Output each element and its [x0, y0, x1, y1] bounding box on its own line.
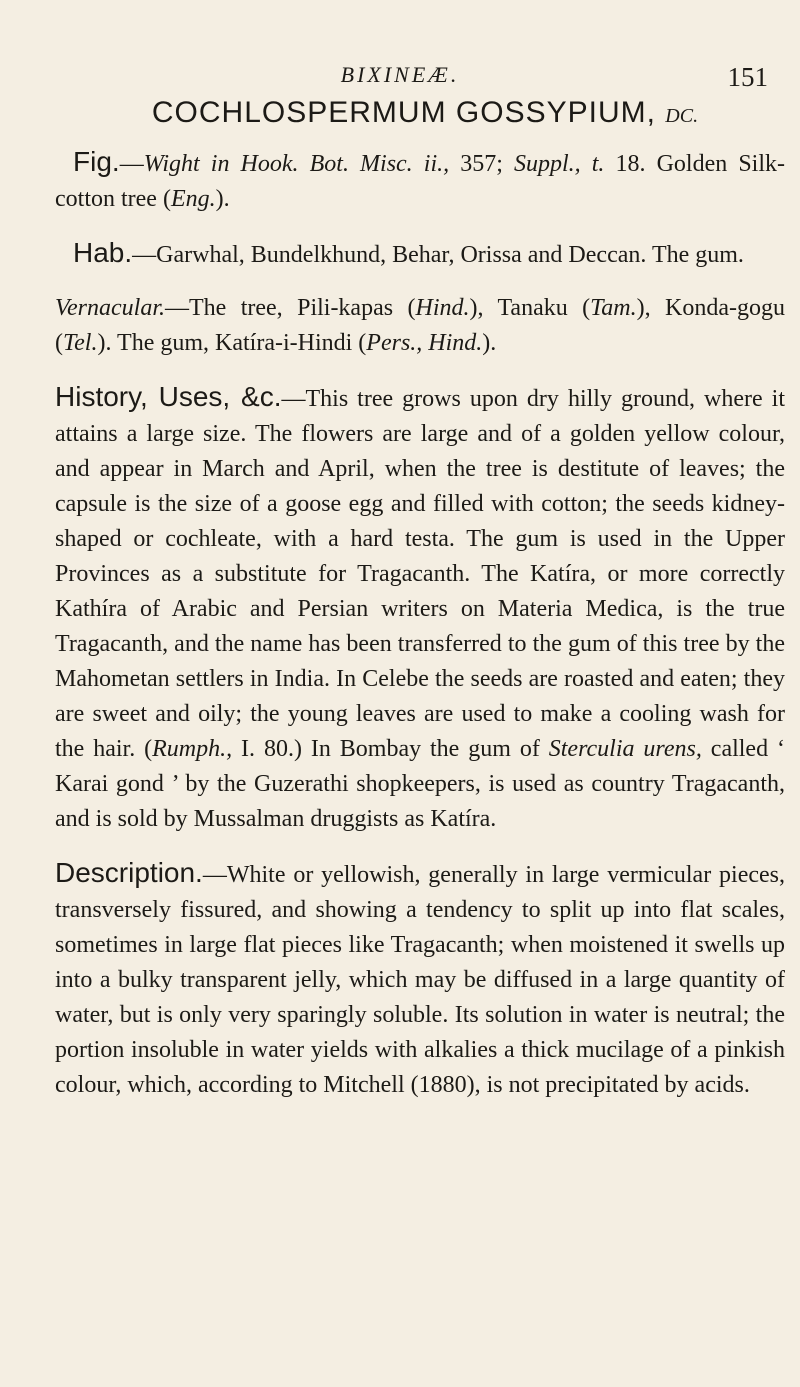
- vernacular-lang-2: Tam.: [590, 295, 637, 321]
- vernacular-text-4: ). The gum, Katíra-i-Hindi (: [97, 330, 367, 356]
- vernacular-lang-1: Hind.: [415, 295, 470, 321]
- fig-reference-wight: Wight in Hook. Bot. Misc. ii.,: [143, 151, 450, 177]
- running-head: [0, 62, 800, 92]
- page-number: 151: [727, 62, 768, 92]
- species-name: COCHLOSPERMUM GOSSYPIUM,: [151, 96, 656, 129]
- running-title: BIXINEÆ.: [340, 62, 460, 87]
- species-authority: DC.: [665, 105, 699, 127]
- vernacular-text-5: ).: [482, 330, 497, 356]
- history-text-1: —This tree grows upon dry hilly ground, where it attains a large size. The flowers are large and of a golden yellow colour, and appear in March and April, when the tree is destitute of leaves; the capsule is the size of a goose egg and filled with cotton; the seeds kidney-shaped or cochleate, with a hard testa. The gum is used in the Upper Provinces as a substitute for Tragacanth. The Katíra, or more correctly Kathíra of Arabic and Persian writers on Materia Medica, is the true Tragacanth, and the name has been transferred to the gum of this tree by the Mahometan settlers in India. In Celebe the seeds are roasted and eaten; they are sweet and oily; the young leaves are used to make a cooling wash for the hair. (: [55, 386, 786, 762]
- history-text-2: I. 80.) In Bombay the gum of: [232, 736, 549, 762]
- history-paragraph: [55, 379, 785, 837]
- history-label: History, Uses, &c.: [55, 381, 282, 412]
- fig-common-name: 18. Golden Silk-cotton tree (: [55, 151, 786, 212]
- vernacular-text-1: —The tree, Pili-kapas (: [165, 295, 416, 321]
- fig-reference-suppl: Suppl., t.: [513, 151, 605, 177]
- vernacular-paragraph: [55, 291, 785, 361]
- description-text: —White or yellowish, generally in large vermicular pieces, transversely fissured, and showing a tendency to split up into flat scales, sometimes in large flat pieces like Tragacanth; when moistened it swells up into a bulky transparent jelly, which may be diffused in a large quantity of water, but is only very sparingly soluble. Its solution in water is neutral; the portion insoluble in water yields with alkalies a thick mucilage of a pinkish colour, which, according to Mitchell (1880), is not precipitated by acids.: [55, 862, 785, 1098]
- description-paragraph: [55, 855, 785, 1103]
- hab-paragraph: [55, 235, 785, 273]
- description-label: Description.: [55, 857, 203, 888]
- vernacular-text-2: ), Tanaku (: [469, 295, 591, 321]
- hab-text: —Garwhal, Bundelkhund, Behar, Orissa and Deccan. The gum.: [132, 242, 744, 268]
- history-species: Sterculia urens,: [548, 736, 702, 762]
- history-reference: Rumph.,: [152, 736, 233, 762]
- vernacular-lang-4: Pers., Hind.: [366, 330, 483, 356]
- vernacular-text-3: ), Konda-gogu (: [55, 295, 785, 356]
- vernacular-label: Vernacular.: [55, 295, 165, 321]
- fig-language: Eng.: [170, 186, 216, 212]
- species-heading: [55, 96, 785, 130]
- page-body: [55, 96, 785, 1121]
- fig-paragraph: [55, 144, 785, 217]
- hab-label: Hab.: [73, 237, 133, 268]
- vernacular-lang-3: Tel.: [63, 330, 98, 356]
- fig-label: Fig.: [73, 146, 120, 177]
- history-text-3: called ‘ Karai gond ’ by the Guzerathi shopkeepers, is used as country Tragacanth, and is sold by Mussalman druggists as Katíra.: [55, 736, 785, 832]
- fig-reference-page: 357;: [449, 151, 514, 177]
- fig-dash: —: [119, 151, 144, 177]
- fig-close: ).: [215, 186, 230, 212]
